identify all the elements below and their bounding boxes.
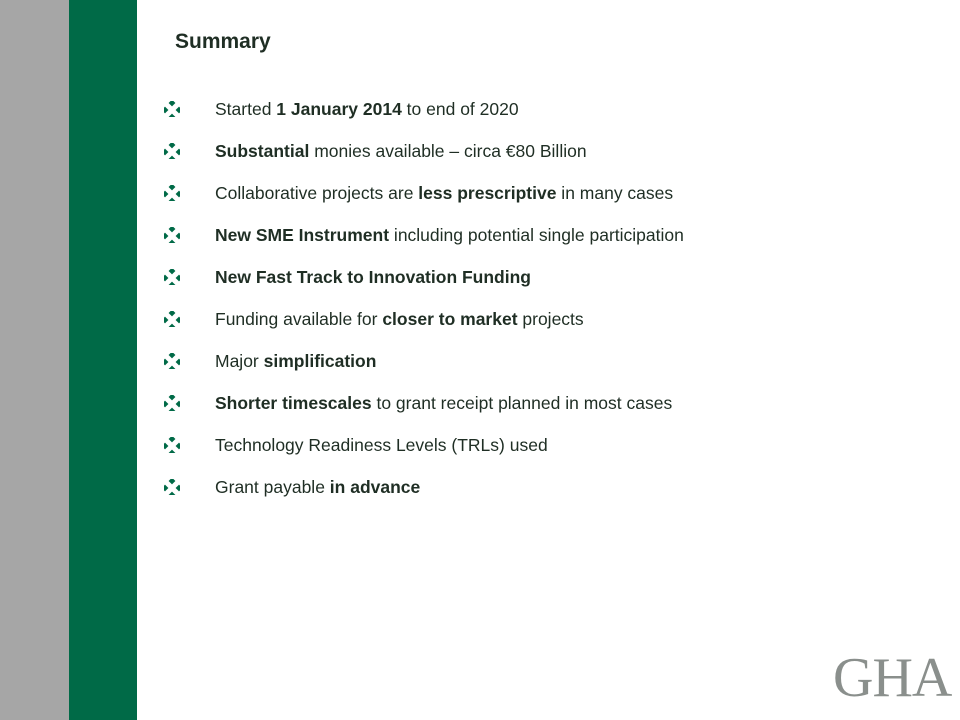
bullet-text-run: to grant receipt planned in most cases <box>371 392 673 413</box>
bullet-text-bold: simplification <box>263 350 377 371</box>
bullet-text-bold: in advance <box>329 476 421 497</box>
bullet-text-run: Funding available for <box>215 308 383 329</box>
bullet-text-bold: Shorter timescales <box>215 392 372 413</box>
bullet-item <box>164 88 684 130</box>
bullet-item <box>164 424 684 466</box>
four-diamond-bullet-icon <box>164 437 180 453</box>
bullet-text <box>215 435 548 456</box>
bullet-text <box>215 99 519 120</box>
bullet-text-bold: New Fast Track to Innovation Funding <box>215 266 531 287</box>
four-diamond-bullet-icon <box>164 227 180 243</box>
bullet-item <box>164 298 684 340</box>
bullet-text-run: Started <box>215 98 277 119</box>
bullet-text-run: Major <box>215 350 264 371</box>
bullet-text-bold: closer to market <box>382 308 518 329</box>
bullet-list <box>164 88 684 508</box>
bullet-text <box>215 393 672 414</box>
bullet-item <box>164 130 684 172</box>
four-diamond-bullet-icon <box>164 185 180 201</box>
bullet-text-run: monies available – circa €80 Billion <box>309 140 587 161</box>
bullet-text-bold: Substantial <box>215 140 310 161</box>
bullet-text-bold: 1 January 2014 <box>276 98 402 119</box>
bullet-text-run: including potential single participation <box>389 224 684 245</box>
gha-logo: GHA <box>833 647 952 709</box>
bullet-text <box>215 309 584 330</box>
bullet-text-bold: New SME Instrument <box>215 224 390 245</box>
four-diamond-bullet-icon <box>164 311 180 327</box>
side-bar-green <box>69 0 137 720</box>
bullet-text <box>215 141 587 162</box>
bullet-text-bold: less prescriptive <box>418 182 557 203</box>
bullet-text-run: in many cases <box>556 182 674 203</box>
side-bar-grey <box>0 0 69 720</box>
four-diamond-bullet-icon <box>164 395 180 411</box>
four-diamond-bullet-icon <box>164 101 180 117</box>
bullet-item <box>164 340 684 382</box>
bullet-item <box>164 466 684 508</box>
bullet-text-run: Grant payable <box>215 476 330 497</box>
bullet-item <box>164 382 684 424</box>
bullet-text <box>215 477 420 498</box>
four-diamond-bullet-icon <box>164 479 180 495</box>
four-diamond-bullet-icon <box>164 143 180 159</box>
bullet-text-run: Technology Readiness Levels (TRLs) used <box>215 434 548 455</box>
bullet-item <box>164 256 684 298</box>
bullet-text-run: projects <box>517 308 584 329</box>
bullet-text-run: Collaborative projects are <box>215 182 419 203</box>
bullet-text <box>215 267 531 288</box>
bullet-text-run: to end of 2020 <box>401 98 519 119</box>
four-diamond-bullet-icon <box>164 269 180 285</box>
bullet-text <box>215 351 376 372</box>
four-diamond-bullet-icon <box>164 353 180 369</box>
bullet-item <box>164 172 684 214</box>
bullet-text <box>215 183 673 204</box>
slide-title: Summary <box>175 30 271 53</box>
bullet-item <box>164 214 684 256</box>
bullet-text <box>215 225 684 246</box>
